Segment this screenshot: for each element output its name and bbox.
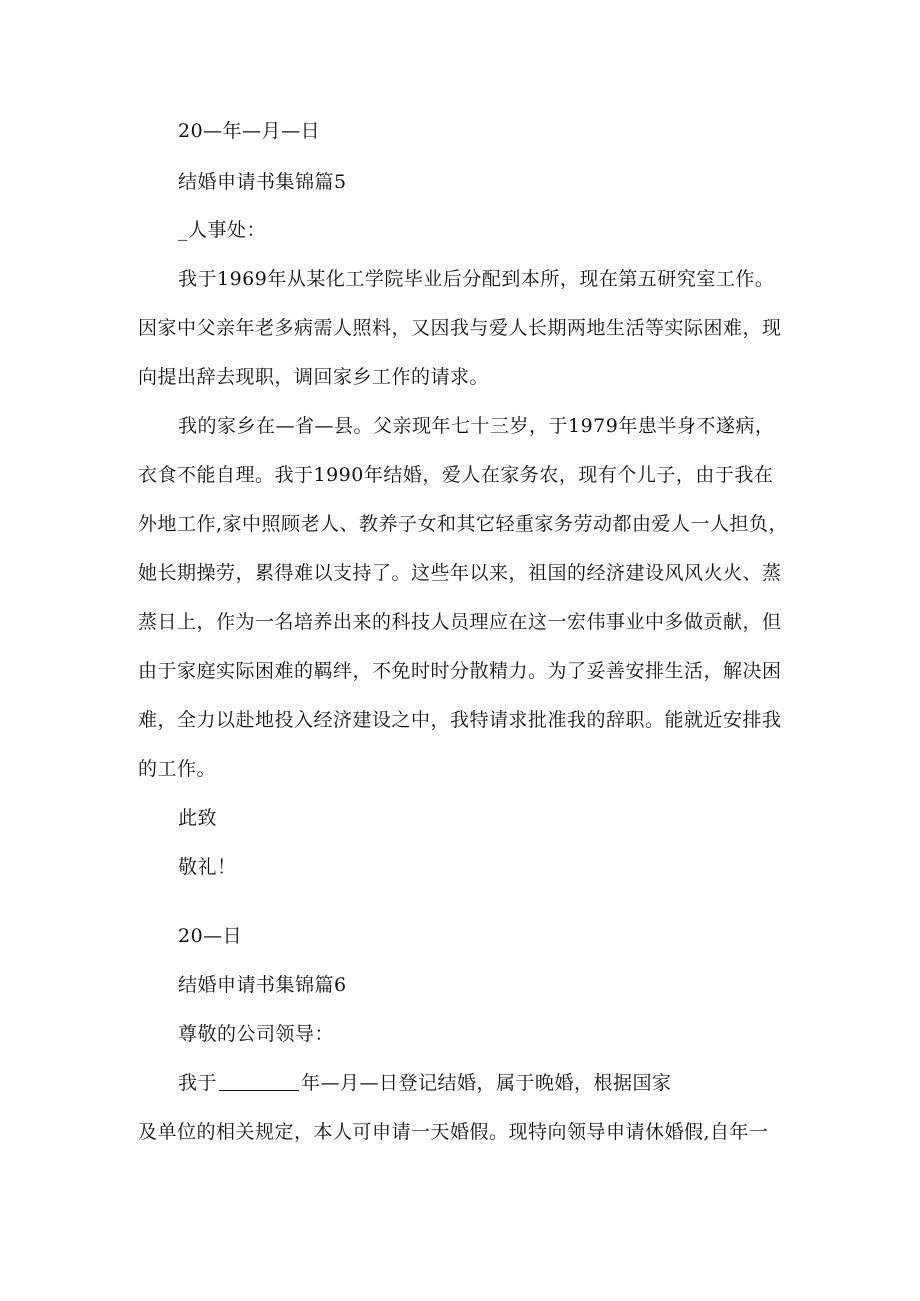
paragraph-line: 的工作。 (138, 758, 217, 780)
paragraph-line: 由于家庭实际困难的羁绊，不免时时分散精力。为了妥善安排生活，解决困 (138, 660, 782, 682)
section-heading-6: 结婚申请书集锦篇6 (178, 974, 347, 996)
paragraph-line: 向提出辞去现职，调回家乡工作的请求。 (138, 366, 490, 388)
section-heading-5: 结婚申请书集锦篇5 (178, 171, 347, 193)
paragraph-line (0, 1071, 920, 1095)
fill-in-blank (219, 1072, 299, 1091)
paragraph-line: 我的家乡在—省—县。父亲现年七十三岁，于1979年患半身不遂病， (178, 415, 775, 437)
salutation-leader: 尊敬的公司领导： (178, 1023, 335, 1045)
paragraph-line: 外地工作,家中照顾老人、教养子女和其它轻重家务劳动都由爱人一人担负， (138, 513, 789, 535)
paragraph-line: 及单位的相关规定，本人可申请一天婚假。现特向领导申请休婚假,自年一 (138, 1121, 769, 1143)
date-line: 20—日 (178, 925, 243, 947)
paragraph-line: 衣食不能自理。我于1990年结婚，爱人在家务农，现有个儿子，由于我在 (138, 464, 774, 486)
salutation-hr: _人事处： (178, 219, 267, 241)
paragraph-line: 因家中父亲年老多病需人照料，又因我与爱人长期两地生活等实际困难，现 (138, 317, 782, 339)
date-line: 20—年—月—日 (178, 120, 321, 142)
paragraph-text: 年—月—日登记结婚，属于晚婚，根据国家 (301, 1072, 672, 1094)
paragraph-text: 我于 (178, 1072, 218, 1094)
paragraph-line: 我于1969年从某化工学院毕业后分配到本所，现在第五研究室工作。 (178, 268, 775, 290)
closing-line: 敬礼！ (178, 856, 237, 878)
paragraph-line: 蒸日上，作为一名培养出来的科技人员理应在这一宏伟事业中多做贡献，但 (138, 611, 782, 633)
closing-line: 此致 (178, 807, 218, 829)
paragraph-line: 难，全力以赴地投入经济建设之中，我特请求批准我的辞职。能就近安排我 (138, 709, 782, 731)
paragraph-line: 她长期操劳，累得难以支持了。这些年以来，祖国的经济建设风风火火、蒸 (138, 562, 782, 584)
